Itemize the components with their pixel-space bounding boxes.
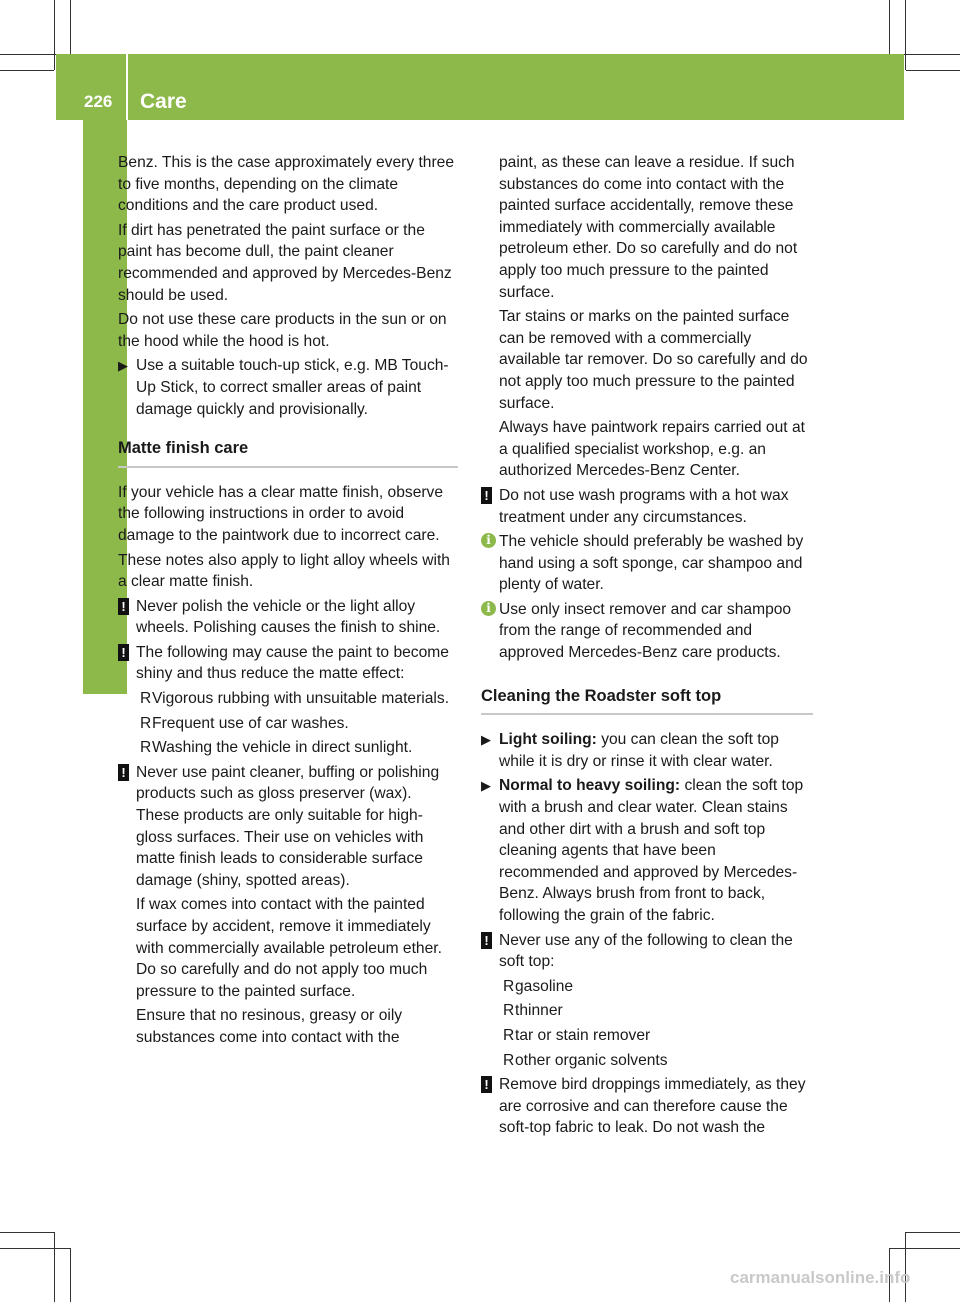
warning-text: The following may cause the paint to become shiny and thus reduce the matte effect: <box>136 643 449 683</box>
warning-icon: ! <box>118 644 129 661</box>
warning-icon: ! <box>481 487 492 504</box>
bullet-icon: R <box>140 714 152 732</box>
list-item: R Frequent use of car washes. <box>136 713 458 735</box>
crop-mark <box>54 0 55 70</box>
crop-mark <box>54 1232 55 1302</box>
paragraph: These notes also apply to light alloy wheels with a clear matte finish. <box>118 551 450 591</box>
paragraph: Do not use these care products in the sun or on the hood while the hood is hot. <box>118 311 447 350</box>
warning-continuation: Always have paintwork repairs carried out at a qualified specialist workshop, e.g. an authorized Mercedes-Benz Center. <box>499 419 805 480</box>
step-arrow-icon: ▶ <box>481 778 491 794</box>
crop-mark <box>70 1248 71 1302</box>
warning-icon: ! <box>481 932 492 949</box>
step-text: Use a suitable touch-up stick, e.g. MB Touch-Up Stick, to correct smaller areas of paint damage quickly and provisionally. <box>136 357 449 418</box>
step-text: you can clean the soft top while it is dry or rinse it with clear water. <box>499 731 779 770</box>
crop-mark <box>905 1232 906 1302</box>
info-icon: i <box>481 601 496 616</box>
bullet-icon: R <box>140 690 152 708</box>
warning-text: Do not use wash programs with a hot wax treatment under any circumstances. <box>499 486 789 526</box>
warning-note <box>481 930 813 973</box>
bullet-icon: R <box>503 1051 515 1069</box>
crop-mark <box>889 0 890 54</box>
warning-continuation: Ensure that no resinous, greasy or oily substances come into contact with the <box>136 1007 403 1046</box>
warning-note <box>118 596 458 639</box>
list-item: R Vigorous rubbing with unsuitable materials. <box>136 688 458 710</box>
header-divider <box>126 54 128 120</box>
crop-mark <box>0 1248 70 1249</box>
watermark: carmanualsonline.info <box>730 1268 911 1287</box>
list-item: R Washing the vehicle in direct sunlight. <box>136 737 458 759</box>
crop-mark <box>70 0 71 54</box>
list-item: R thinner <box>499 1000 813 1022</box>
paragraph: Benz. This is the case approximately every three to five months, depending on the climate conditions and the care product used. <box>118 154 455 215</box>
step-text: clean the soft top with a brush and clear water. Clean stains and other dirt with a brush and soft top cleaning agents that have been recommended and approved by Mercedes-Benz. Always brush from front to back, following the grain of the fabric. <box>499 777 804 924</box>
page-number: 226 <box>84 92 113 111</box>
instruction-step <box>118 355 458 420</box>
warning-text: Never polish the vehicle or the light alloy wheels. Polishing causes the finish to shine. <box>136 597 441 637</box>
paragraph: If dirt has penetrated the paint surface or the paint has become dull, the paint cleaner recommended and approved by Mercedes-Benz should be used. <box>118 221 452 304</box>
warning-continuation: If wax comes into contact with the painted surface by accident, remove it immediately with commercially available petroleum ether. Do so carefully and do not apply too much pressure to the painted surface. <box>136 896 442 1000</box>
warning-note <box>481 1074 813 1139</box>
step-label: Normal to heavy soiling: <box>499 777 681 795</box>
crop-mark <box>905 0 906 70</box>
list-item: R gasoline <box>499 976 813 998</box>
warning-note <box>118 642 458 685</box>
warning-text: Never use any of the following to clean the soft top: <box>499 931 793 971</box>
info-text: The vehicle should preferably be washed by hand using a soft sponge, car shampoo and plenty of water. <box>499 533 804 594</box>
left-column <box>118 152 458 1052</box>
paragraph: If your vehicle has a clear matte finish, observe the following instructions in order to avoid damage to the paintwork due to incorrect care. <box>118 483 444 544</box>
warning-note <box>118 762 458 892</box>
warning-continuation: Tar stains or marks on the painted surface can be removed with a commercially available tar remover. Do so carefully and do not apply too much pressure to the painted surface. <box>499 308 808 412</box>
info-text: Use only insect remover and car shampoo from the range of recommended and approved Mercedes-Benz care products. <box>499 600 792 662</box>
info-note <box>481 531 813 596</box>
info-icon: i <box>481 533 496 548</box>
bullet-icon: R <box>140 739 152 757</box>
section-heading-roadster: Cleaning the Roadster soft top <box>481 686 813 716</box>
step-arrow-icon: ▶ <box>481 732 491 748</box>
crop-mark <box>0 1232 54 1233</box>
instruction-step <box>481 729 813 772</box>
warning-icon: ! <box>481 1076 492 1093</box>
bullet-icon: R <box>503 977 515 995</box>
page-title: Care <box>140 90 187 113</box>
warning-note <box>481 485 813 528</box>
right-column <box>481 152 813 1142</box>
list-item: R tar or stain remover <box>499 1025 813 1047</box>
warning-text: Remove bird droppings immediately, as they are corrosive and can therefore cause the soft-top fabric to leak. Do not wash the <box>499 1076 806 1137</box>
info-note <box>481 599 813 664</box>
step-arrow-icon: ▶ <box>118 358 128 374</box>
warning-text: Never use paint cleaner, buffing or polishing products such as gloss preserver (wax). These products are only suitable for high-gloss surfaces. Their use on vehicles with matte finish leads to considerable surface damage (shiny, spotted areas). <box>136 763 440 889</box>
warning-continuation: paint, as these can leave a residue. If such substances do come into contact with the painted surface accidentally, remove these immediately with commercially available petroleum ether. Do so carefully and do not apply too much pressure to the painted surface. <box>499 154 798 301</box>
bullet-icon: R <box>503 1026 515 1044</box>
warning-icon: ! <box>118 764 129 781</box>
section-heading-matte: Matte finish care <box>118 438 458 468</box>
list-item: R other organic solvents <box>499 1050 813 1072</box>
crop-mark <box>906 70 960 71</box>
step-label: Light soiling: <box>499 731 597 749</box>
crop-mark <box>906 1232 960 1233</box>
bullet-list <box>118 688 458 759</box>
side-tab-label: Maintenance and care <box>90 440 115 670</box>
warning-icon: ! <box>118 598 129 615</box>
instruction-step <box>481 775 813 926</box>
bullet-icon: R <box>503 1002 515 1020</box>
crop-mark <box>890 1248 960 1249</box>
crop-mark <box>0 70 54 71</box>
bullet-list <box>481 976 813 1071</box>
